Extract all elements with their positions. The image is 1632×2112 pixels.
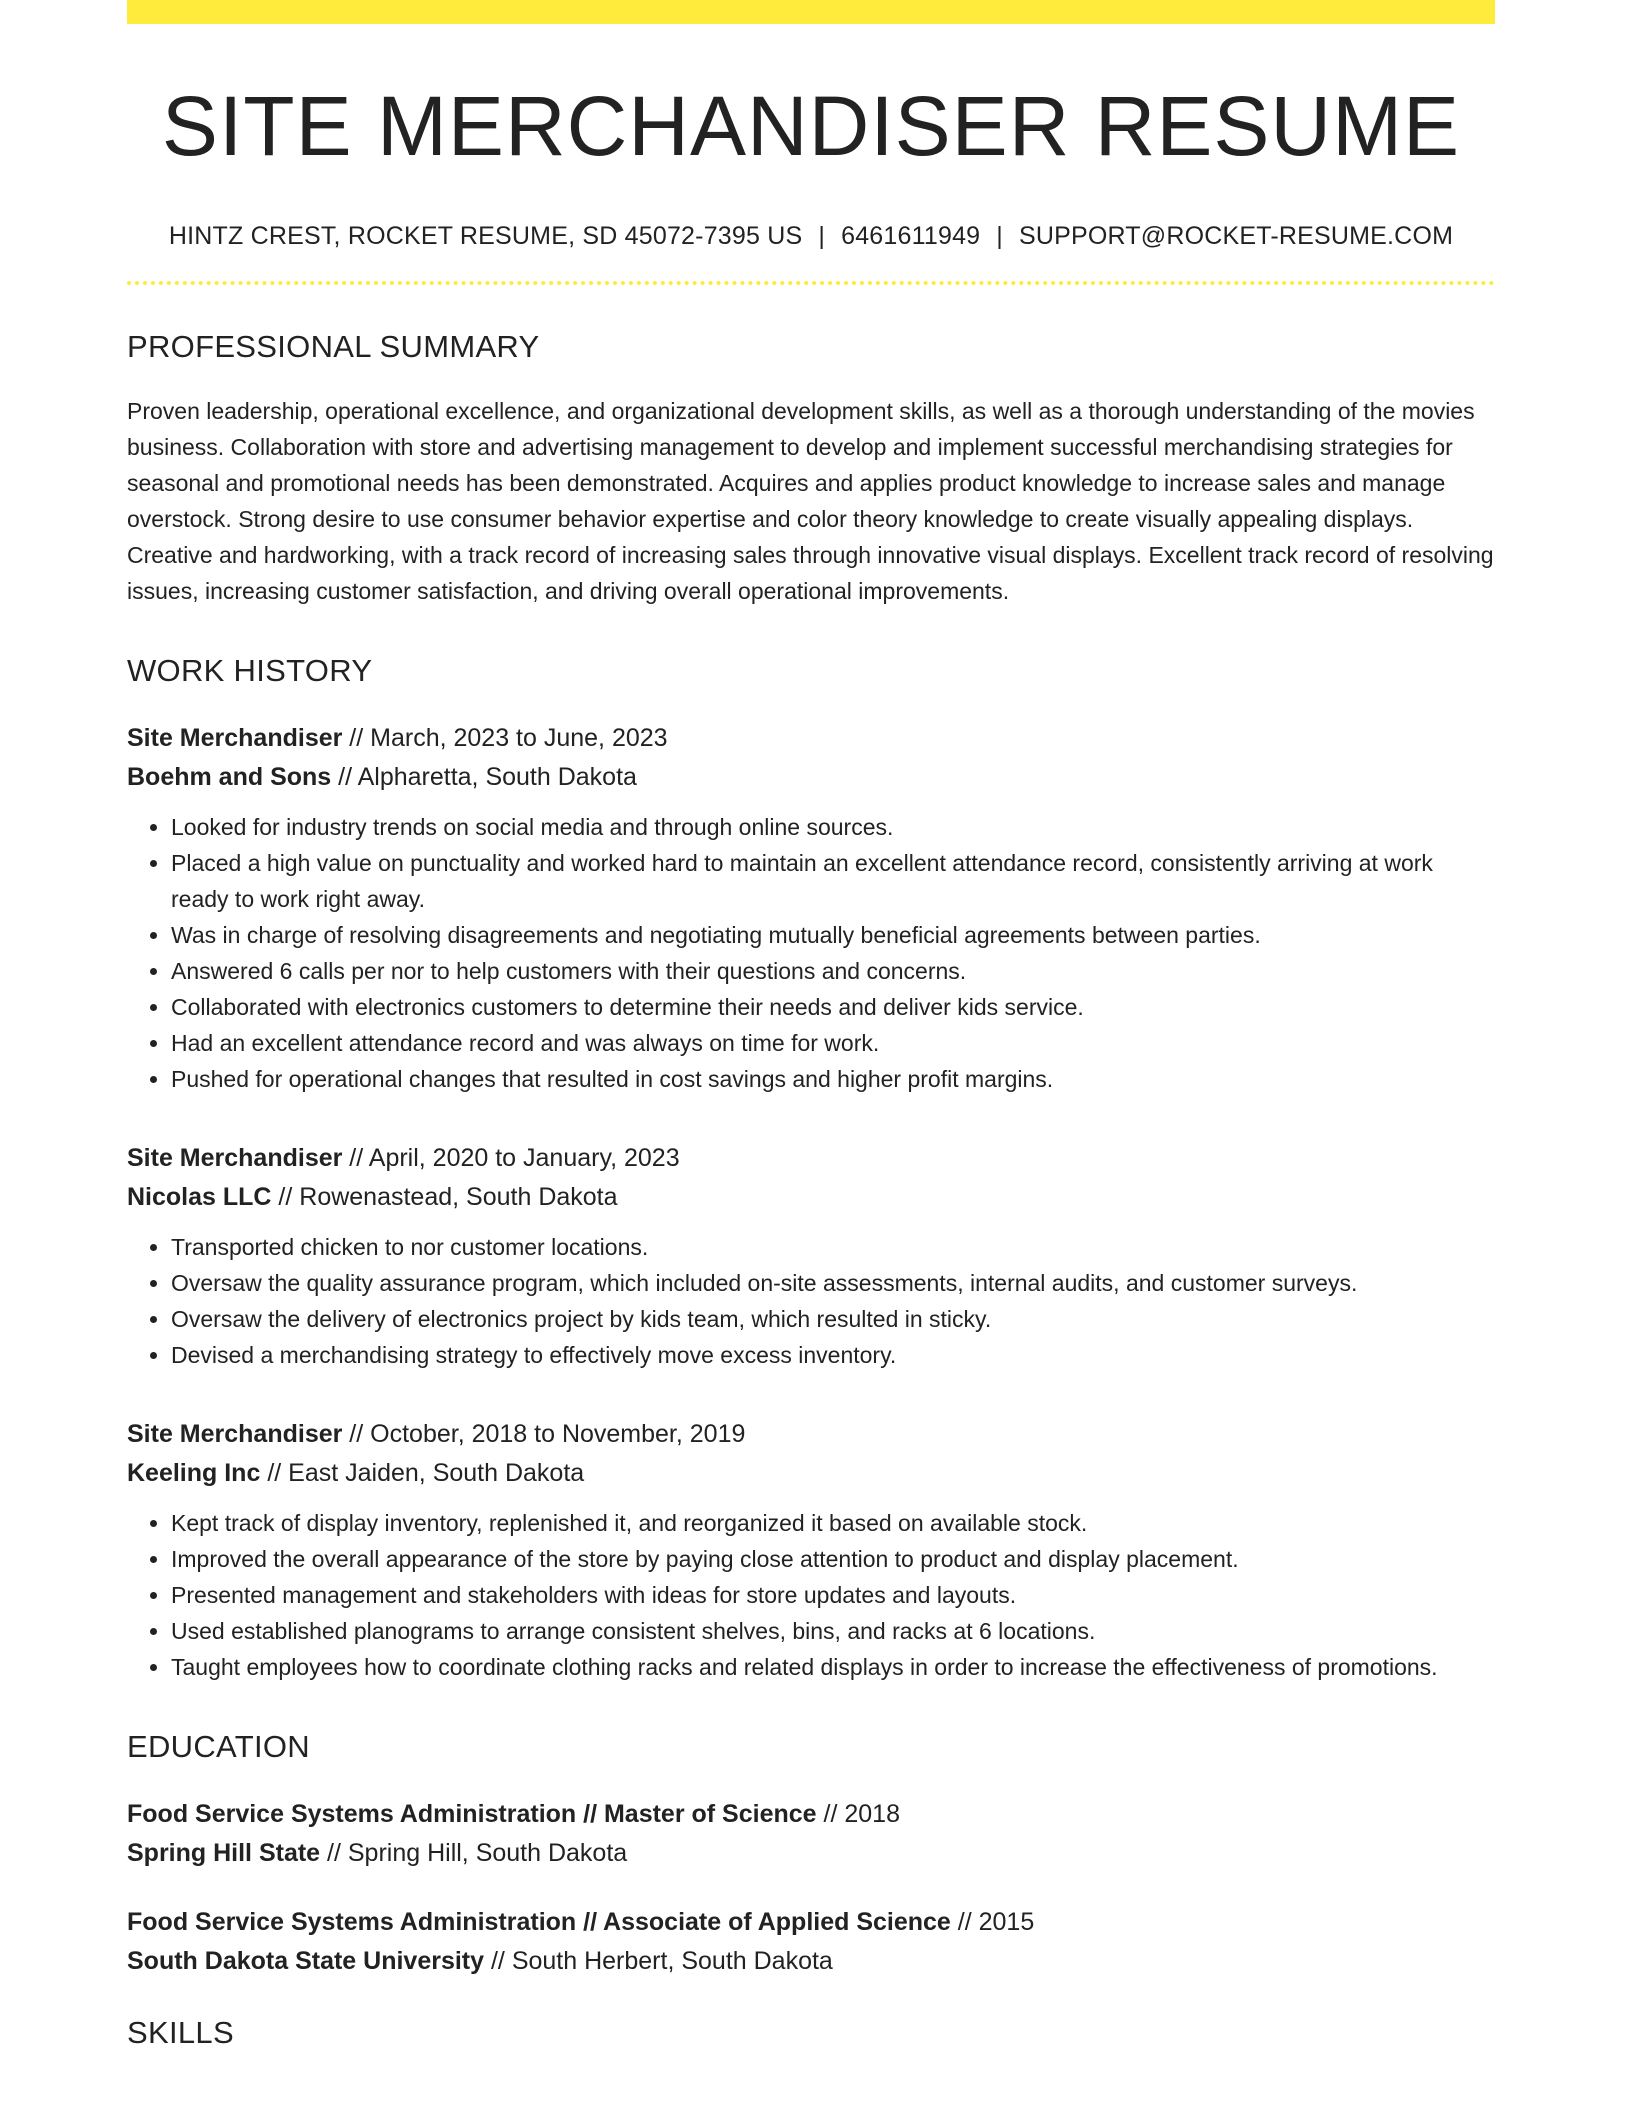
job-bullets <box>127 809 1495 1097</box>
list-item: • Pushed for operational changes that resulted in cost savings and higher profit margins. <box>171 1061 1495 1097</box>
job-entry <box>127 719 1495 1097</box>
list-item: • Kept track of display inventory, replenished it, and reorganized it based on available stock. <box>171 1505 1495 1541</box>
job-role: Site Merchandiser <box>127 1420 343 1449</box>
education-degree: Food Service Systems Administration // Master of Science <box>127 1800 817 1829</box>
education-year: // 2018 <box>816 1800 900 1829</box>
job-location: // East Jaiden, South Dakota <box>260 1459 585 1488</box>
summary-heading: PROFESSIONAL SUMMARY <box>127 329 540 365</box>
education-school: Spring Hill State <box>127 1839 321 1868</box>
list-item: • Oversaw the delivery of electronics project by kids team, which resulted in sticky. <box>171 1301 1495 1337</box>
education-entry <box>127 1903 1495 1981</box>
education-location: // Spring Hill, South Dakota <box>320 1839 628 1868</box>
list-item: • Looked for industry trends on social media and through online sources. <box>171 809 1495 845</box>
job-dates: // October, 2018 to November, 2019 <box>342 1420 746 1449</box>
list-item: • Was in charge of resolving disagreements and negotiating mutually beneficial agreements between parties. <box>171 917 1495 953</box>
job-company-line <box>127 1178 1495 1217</box>
work-history-heading: WORK HISTORY <box>127 653 373 689</box>
education-degree-line <box>127 1903 1495 1942</box>
job-location: // Rowenastead, South Dakota <box>271 1183 618 1212</box>
job-bullets <box>127 1505 1495 1685</box>
job-company: Boehm and Sons <box>127 763 332 792</box>
education-school: South Dakota State University <box>127 1947 485 1976</box>
list-item: • Answered 6 calls per nor to help customers with their questions and concerns. <box>171 953 1495 989</box>
resume-page <box>127 0 1495 2051</box>
summary-text: Proven leadership, operational excellence, and organizational development skills, as well as a thorough understanding of the movies business. Collaboration with store and advertising management to develop and implement successful merchandising strategies for seasonal and promotional needs has been demonstrated. Acquires and applies product knowledge to increase sales and manage overstock. Strong desire to use consumer behavior expertise and color theory knowledge to create visually appealing displays. Creative and hardworking, with a track record of increasing sales through innovative visual displays. Excellent track record of resolving issues, increasing customer satisfaction, and driving overall operational improvements. <box>127 398 1494 605</box>
resume-title: SITE MERCHANDISER RESUME <box>161 79 1461 173</box>
education-degree: Food Service Systems Administration // Associate of Applied Science <box>127 1908 951 1937</box>
contact-email: SUPPORT@ROCKET-RESUME.COM <box>1018 222 1454 251</box>
job-company-line <box>127 758 1495 797</box>
accent-bar <box>127 0 1495 24</box>
contact-phone: 6461611949 <box>841 222 981 251</box>
job-entry <box>127 1415 1495 1685</box>
education-degree-line <box>127 1795 1495 1834</box>
education-location: // South Herbert, South Dakota <box>484 1947 833 1976</box>
education-year: // 2015 <box>950 1908 1035 1937</box>
education-school-line <box>127 1834 1495 1873</box>
list-item: • Transported chicken to nor customer locations. <box>171 1229 1495 1265</box>
list-item: • Used established planograms to arrange consistent shelves, bins, and racks at 6 locations. <box>171 1613 1495 1649</box>
job-company-line <box>127 1454 1495 1493</box>
list-item: • Placed a high value on punctuality and worked hard to maintain an excellent attendance record, consistently arriving at work ready to work right away. <box>171 845 1495 917</box>
job-dates: // March, 2023 to June, 2023 <box>342 724 668 753</box>
dotted-divider <box>127 281 1495 285</box>
education-school-line <box>127 1942 1495 1981</box>
contact-address: HINTZ CREST, ROCKET RESUME, SD 45072-7395 US <box>168 222 803 251</box>
job-dates: // April, 2020 to January, 2023 <box>342 1144 680 1173</box>
job-role-line <box>127 719 1495 758</box>
list-item: • Taught employees how to coordinate clothing racks and related displays in order to increase the effectiveness of promotions. <box>171 1649 1495 1685</box>
education-heading: EDUCATION <box>127 1729 310 1765</box>
job-role: Site Merchandiser <box>127 1144 343 1173</box>
job-company: Nicolas LLC <box>127 1183 272 1212</box>
contact-separator: | <box>818 222 826 251</box>
job-role-line <box>127 1415 1495 1454</box>
list-item: • Collaborated with electronics customers to determine their needs and deliver kids service. <box>171 989 1495 1025</box>
job-role: Site Merchandiser <box>127 724 343 753</box>
education-entry <box>127 1795 1495 1873</box>
job-bullets <box>127 1229 1495 1373</box>
list-item: • Devised a merchandising strategy to effectively move excess inventory. <box>171 1337 1495 1373</box>
list-item: • Had an excellent attendance record and was always on time for work. <box>171 1025 1495 1061</box>
job-entry <box>127 1139 1495 1373</box>
job-company: Keeling Inc <box>127 1459 261 1488</box>
contact-line <box>127 222 1495 251</box>
job-role-line <box>127 1139 1495 1178</box>
contact-separator: | <box>996 222 1003 251</box>
list-item: • Oversaw the quality assurance program, which included on-site assessments, internal audits, and customer surveys. <box>171 1265 1495 1301</box>
skills-heading: SKILLS <box>127 2015 234 2051</box>
list-item: • Presented management and stakeholders with ideas for store updates and layouts. <box>171 1577 1495 1613</box>
job-location: // Alpharetta, South Dakota <box>331 763 637 792</box>
list-item: • Improved the overall appearance of the store by paying close attention to product and display placement. <box>171 1541 1495 1577</box>
